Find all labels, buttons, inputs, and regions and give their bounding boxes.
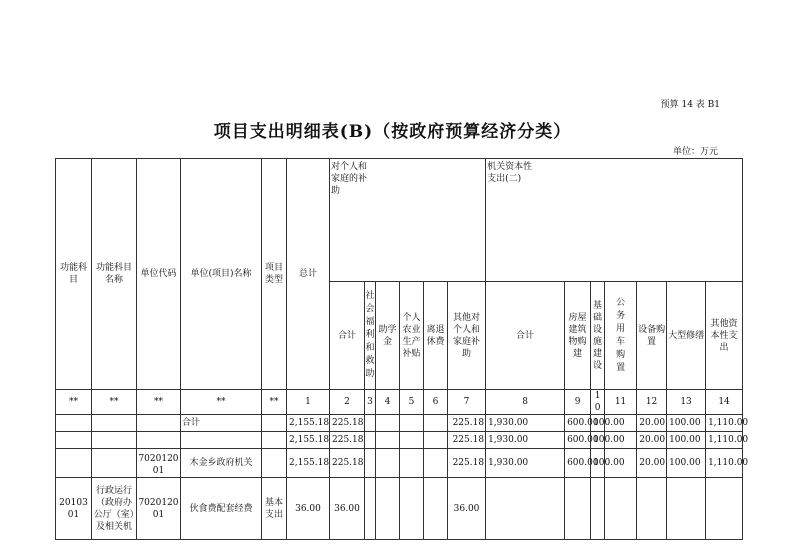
header-unit-name: 单位(项目)名称 xyxy=(181,159,262,390)
cell-agri xyxy=(400,478,424,540)
cell-building: 600.00 xyxy=(565,432,591,449)
cell-other-capital xyxy=(706,478,743,540)
index-cell: ** xyxy=(181,390,262,415)
cell-building: 600.00 xyxy=(565,415,591,432)
cell-repair: 100.00 xyxy=(667,449,706,478)
index-cell: 11 xyxy=(605,390,637,415)
cell-retire xyxy=(424,432,448,449)
cell-repair xyxy=(667,478,706,540)
cell-other-capital: 1,110.00 xyxy=(706,449,743,478)
cell-total: 36.00 xyxy=(287,478,330,540)
cell-func-name xyxy=(92,449,137,478)
cell-infra xyxy=(591,478,605,540)
cell-building xyxy=(565,478,591,540)
cell-repair: 100.00 xyxy=(667,415,706,432)
header-equipment: 设备购置 xyxy=(637,282,667,390)
table-row xyxy=(56,449,743,478)
index-cell: 9 xyxy=(565,390,591,415)
header-infrastructure: 基础设施建设 xyxy=(591,282,605,390)
index-cell: 5 xyxy=(400,390,424,415)
cell-capital-total xyxy=(486,478,565,540)
cell-capital-total: 1,930.00 xyxy=(486,449,565,478)
cell-other-personal: 225.18 xyxy=(448,449,486,478)
index-cell: 7 xyxy=(448,390,486,415)
cell-repair: 100.00 xyxy=(667,432,706,449)
index-cell: ** xyxy=(262,390,287,415)
cell-equipment xyxy=(637,478,667,540)
index-cell: 4 xyxy=(376,390,400,415)
header-unit-code: 单位代码 xyxy=(137,159,181,390)
cell-func-name xyxy=(92,432,137,449)
cell-retire xyxy=(424,415,448,432)
cell-func-name: 行政运行（政府办公厅（室）及相关机 xyxy=(92,478,137,540)
index-cell: 8 xyxy=(486,390,565,415)
cell-func-name xyxy=(92,415,137,432)
cell-personal-total: 225.18 xyxy=(330,415,365,432)
page-title: 项目支出明细表(B)（按政府预算经济分类） xyxy=(213,122,572,142)
header-other-capital: 其他资本性支出 xyxy=(706,282,743,390)
cell-agri xyxy=(400,432,424,449)
cell-equipment: 20.00 xyxy=(637,415,667,432)
index-cell: 13 xyxy=(667,390,706,415)
cell-equipment: 20.00 xyxy=(637,449,667,478)
cell-other-personal: 225.18 xyxy=(448,432,486,449)
cell-func-code xyxy=(56,449,92,478)
cell-grant xyxy=(376,449,400,478)
index-cell: 1 xyxy=(287,390,330,415)
cell-func-code xyxy=(56,415,92,432)
cell-unit-code: 702012001 xyxy=(137,478,181,540)
header-func-code: 功能科目 xyxy=(56,159,92,390)
cell-other-personal: 225.18 xyxy=(448,415,486,432)
header-capital-total: 合计 xyxy=(486,282,565,390)
cell-social-welfare xyxy=(365,449,376,478)
cell-project-type xyxy=(262,415,287,432)
cell-agri xyxy=(400,449,424,478)
cell-building: 600.00 xyxy=(565,449,591,478)
cell-total: 2,155.18 xyxy=(287,432,330,449)
header-func-name: 功能科目名称 xyxy=(92,159,137,390)
header-capital-group: 机关资本性支出(二) xyxy=(486,159,743,282)
index-cell: 10 xyxy=(591,390,605,415)
cell-unit-name: 伙食费配套经费 xyxy=(181,478,262,540)
cell-equipment: 20.00 xyxy=(637,432,667,449)
cell-vehicle xyxy=(605,478,637,540)
header-personal-total: 合计 xyxy=(330,282,365,390)
cell-other-personal: 36.00 xyxy=(448,478,486,540)
header-vehicle: 公务用车购置 xyxy=(605,282,637,390)
cell-unit-code xyxy=(137,415,181,432)
cell-func-code: 2010301 xyxy=(56,478,92,540)
cell-total: 2,155.18 xyxy=(287,449,330,478)
index-cell: ** xyxy=(92,390,137,415)
cell-unit-name: 合计 xyxy=(181,415,262,432)
cell-social-welfare xyxy=(365,478,376,540)
unit-label: 单位：万元 xyxy=(672,147,718,157)
cell-retire xyxy=(424,478,448,540)
cell-project-type: 基本支出 xyxy=(262,478,287,540)
table-row xyxy=(56,478,743,540)
cell-other-capital: 1,110.00 xyxy=(706,415,743,432)
header-personal-group: 对个人和家庭的补助 xyxy=(330,159,486,282)
header-retirement: 离退休费 xyxy=(424,282,448,390)
index-cell: ** xyxy=(137,390,181,415)
cell-total: 2,155.18 xyxy=(287,415,330,432)
header-project-type: 项目类型 xyxy=(262,159,287,390)
cell-grant xyxy=(376,432,400,449)
cell-agri xyxy=(400,415,424,432)
cell-infra: 100.00 xyxy=(591,415,605,432)
header-row-1 xyxy=(56,159,743,282)
project-expenditure-table xyxy=(55,158,749,540)
cell-grant xyxy=(376,415,400,432)
index-cell: 14 xyxy=(706,390,743,415)
cell-capital-total: 1,930.00 xyxy=(486,415,565,432)
cell-social-welfare xyxy=(365,432,376,449)
cell-infra: 100.00 xyxy=(591,449,605,478)
header-grant: 助学金 xyxy=(376,282,400,390)
header-total: 总计 xyxy=(287,159,330,390)
table-row xyxy=(56,415,743,432)
header-repair: 大型修缮 xyxy=(667,282,706,390)
index-cell: 3 xyxy=(365,390,376,415)
form-number: 预算 14 表 B1 xyxy=(660,100,720,110)
cell-unit-code xyxy=(137,432,181,449)
cell-personal-total: 225.18 xyxy=(330,449,365,478)
cell-project-type xyxy=(262,432,287,449)
header-social-welfare: 社会福利和救助 xyxy=(365,282,376,390)
cell-unit-code: 702012001 xyxy=(137,449,181,478)
cell-func-code xyxy=(56,432,92,449)
cell-project-type xyxy=(262,449,287,478)
index-cell: 2 xyxy=(330,390,365,415)
cell-social-welfare xyxy=(365,415,376,432)
index-cell: 6 xyxy=(424,390,448,415)
index-row xyxy=(56,390,743,415)
cell-personal-total: 36.00 xyxy=(330,478,365,540)
cell-capital-total: 1,930.00 xyxy=(486,432,565,449)
cell-unit-name: 木金乡政府机关 xyxy=(181,449,262,478)
cell-retire xyxy=(424,449,448,478)
cell-personal-total: 225.18 xyxy=(330,432,365,449)
index-cell: 12 xyxy=(637,390,667,415)
cell-grant xyxy=(376,478,400,540)
header-other-personal: 其他对个人和家庭补助 xyxy=(448,282,486,390)
index-cell: ** xyxy=(56,390,92,415)
header-building: 房屋建筑物购建 xyxy=(565,282,591,390)
cell-infra: 100.00 xyxy=(591,432,605,449)
table-row xyxy=(56,432,743,449)
cell-unit-name xyxy=(181,432,262,449)
cell-other-capital: 1,110.00 xyxy=(706,432,743,449)
header-agri-subsidy: 个人农业生产补贴 xyxy=(400,282,424,390)
